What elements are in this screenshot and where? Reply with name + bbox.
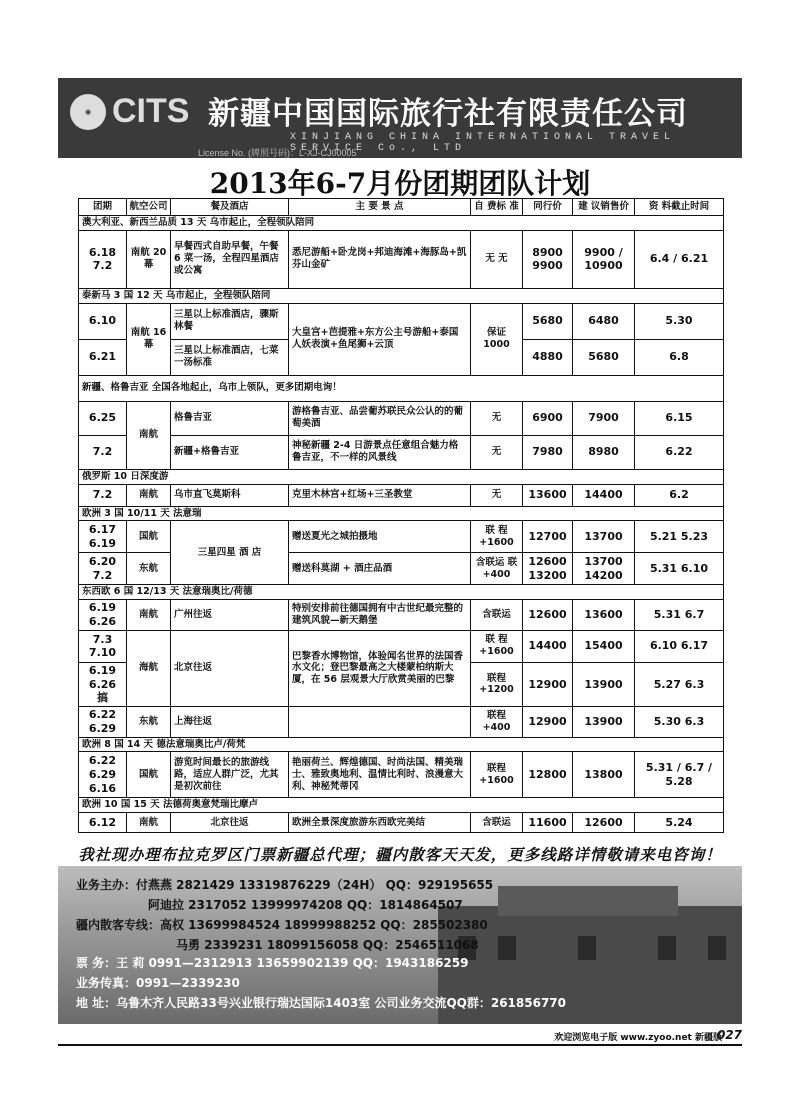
peer-price: 12900 [523,662,573,706]
attractions: 克里木林宫+红场+三圣教堂 [289,484,471,506]
building-window [658,936,676,960]
contact-line: 业务主办：付燕燕 2821429 13319876229（24H） QQ：929195655 [76,878,494,892]
deadline: 6.15 [635,401,724,435]
contact-line: 疆内散客专线：高权 13699984524 18999988252 QQ：285502380 [76,918,488,932]
deadline: 5.30 6.3 [635,707,724,738]
peer-price: 12700 [523,521,573,553]
peer-price: 6900 [523,401,573,435]
deadline: 5.31 6.10 [635,553,724,585]
building-window [498,936,516,960]
attractions: 赠送科莫湖 + 酒庄品酒 [289,553,471,585]
self-pay: 联 程 +1600 [471,521,523,553]
tour-date: 6.10 [79,303,127,339]
license-number: License No. (牌照号码)：L-XJ-CJ00005 [198,148,357,158]
tour-date: 6.22 6.29 6.16 [79,752,127,798]
airline: 南航 20 幕 [127,230,171,288]
airline: 东航 [127,553,171,585]
suggested-price: 8980 [573,435,635,469]
col-header: 自 费标 准 [471,199,523,216]
suggested-price: 5680 [573,339,635,375]
attractions [289,707,471,738]
airline: 南航 16 幕 [127,303,171,375]
attractions: 赠送夏光之城拍摄地 [289,521,471,553]
building-window [578,936,596,960]
self-pay: 联程 +400 [471,707,523,738]
peer-price: 12600 [523,600,573,631]
tour-date: 6.17 6.19 [79,521,127,553]
suggested-price: 7900 [573,401,635,435]
self-pay: 无 [471,435,523,469]
tour-date: 6.18 7.2 [79,230,127,288]
suggested-price: 13900 [573,707,635,738]
meal-hotel: 三星四星 酒 店 [171,521,289,585]
col-header: 餐及酒店 [171,199,289,216]
suggested-price: 13800 [573,752,635,798]
peer-price: 5680 [523,303,573,339]
airline: 海航 [127,630,171,706]
header-banner [58,78,742,158]
deadline: 5.31 6.7 [635,600,724,631]
tour-date: 6.19 6.26 搞 [79,662,127,706]
attractions: 神秘新疆 2-4 日游景点任意组合魅力格鲁吉亚，不一样的风景线 [289,435,471,469]
meal-hotel: 北京往返 [171,630,289,706]
section-title: 欧洲 3 国 10/11 天 法意瑞 [79,506,724,521]
contact-line: 阿迪拉 2317052 13999974208 QQ：1814864507 [148,898,463,912]
peer-price: 11600 [523,813,573,833]
meal-hotel: 三星以上标准酒店，七菜一汤标准 [171,339,289,375]
company-english: XINJIANG CHINA INTERNATIONAL TRAVEL SERVICE Co., LTD [290,132,676,154]
contact-footer [58,866,742,1024]
peer-price: 4880 [523,339,573,375]
suggested-price: 9900 / 10900 [573,230,635,288]
self-pay: 含联运 联+400 [471,553,523,585]
col-header: 同行价 [523,199,573,216]
deadline: 5.27 6.3 [635,662,724,706]
section-title: 欧洲 8 国 14 天 德法意瑞奥比卢/荷梵 [79,737,724,752]
meal-hotel: 新疆+格鲁吉亚 [171,435,289,469]
self-pay: 联程 +1200 [471,662,523,706]
promo-slogan: 我社现办理布拉克罗区门票新疆总代理；疆内散客天天发，更多线路详情敬请来电咨询！ [78,845,722,864]
self-pay: 无 无 [471,230,523,288]
self-pay: 联 程 +1600 [471,630,523,662]
cits-globe-icon: ◉ [70,94,106,130]
col-header: 航空公司 [127,199,171,216]
tour-date: 6.20 7.2 [79,553,127,585]
airline: 国航 [127,752,171,798]
col-header: 主 要 景 点 [289,199,471,216]
airline: 南航 [127,401,171,469]
airline: 南航 [127,484,171,506]
peer-price: 13600 [523,484,573,506]
suggested-price: 13700 14200 [573,553,635,585]
meal-hotel: 三星以上标准酒店，骤斯林餐 [171,303,289,339]
contact-line: 票 务：王 莉 0991—2312913 13659902139 QQ：1943186259 [76,956,469,970]
deadline: 6.10 6.17 [635,630,724,662]
self-pay: 无 [471,401,523,435]
section-title: 东西欧 6 国 12/13 天 法意瑞奥比/荷德 [79,585,724,600]
meal-hotel: 格鲁吉亚 [171,401,289,435]
deadline: 5.24 [635,813,724,833]
airline: 国航 [127,521,171,553]
section-title: 新疆、格鲁吉亚 全国各地起止，乌市上领队，更多团期电询！ [79,375,724,401]
self-pay: 保证 1000 [471,303,523,375]
contact-line: 马勇 2339231 18099156058 QQ：2546511068 [176,938,479,952]
attractions: 艳丽荷兰、辉煌德国、时尚法国、精美瑞士、雅致奥地利、温情比利时、浪漫意大利、神秘梵蒂冈 [289,752,471,798]
self-pay: 无 [471,484,523,506]
logo-text: CITS [112,92,190,130]
page-number: 027 [716,1028,742,1042]
suggested-price: 12600 [573,813,635,833]
deadline: 6.22 [635,435,724,469]
deadline: 6.8 [635,339,724,375]
col-header: 资 料截止时间 [635,199,724,216]
meal-hotel: 乌市直飞莫斯科 [171,484,289,506]
contact-line: 业务传真：0991—2339230 [76,976,240,990]
section-title: 澳大利亚、新西兰品质 13 天 乌市起止，全程领队陪同 [79,215,724,230]
table-header-row [79,199,724,216]
page-title: 2013年6-7月份团期团队计划 [209,167,591,200]
airline: 南航 [127,813,171,833]
attractions: 悉尼游船+卧龙岗+邦迪海滩+海豚岛+凯芬山金矿 [289,230,471,288]
tour-date: 6.19 6.26 [79,600,127,631]
suggested-price: 15400 [573,630,635,662]
tour-date: 7.2 [79,435,127,469]
peer-price: 7980 [523,435,573,469]
deadline: 6.4 / 6.21 [635,230,724,288]
meal-hotel: 上海往返 [171,707,289,738]
peer-price: 12900 [523,707,573,738]
peer-price: 12600 13200 [523,553,573,585]
attractions: 游格鲁吉亚、品尝葡苏联民众公认的的葡萄美酒 [289,401,471,435]
deadline: 5.31 / 6.7 / 5.28 [635,752,724,798]
self-pay: 含联运 [471,600,523,631]
attractions: 欧洲全景深度旅游东西欧完美结 [289,813,471,833]
suggested-price: 13900 [573,662,635,706]
self-pay: 联程 +1600 [471,752,523,798]
col-header: 团期 [79,199,127,216]
deadline: 5.30 [635,303,724,339]
attractions: 特别安排前往德国拥有中古世纪最完整的建筑风貌—新天鹅堡 [289,600,471,631]
attractions: 大皇宫+芭提雅+东方公主号游船+泰国人妖表演+鱼尾狮+云顶 [289,303,471,375]
col-header: 建 议销售价 [573,199,635,216]
peer-price: 14400 [523,630,573,662]
suggested-price: 13600 [573,600,635,631]
self-pay: 含联运 [471,813,523,833]
tour-date: 6.22 6.29 [79,707,127,738]
airline: 东航 [127,707,171,738]
tour-schedule-table [78,198,724,833]
tour-date: 7.2 [79,484,127,506]
meal-hotel: 广州往返 [171,600,289,631]
peer-price: 12800 [523,752,573,798]
airline: 南航 [127,600,171,631]
company-name: 新疆中国国际旅行社有限责任公司 [208,96,688,132]
meal-hotel: 游览时间最长的旅游线路，适应人群广泛，尤其是初次前往 [171,752,289,798]
attractions: 巴黎香水博物馆，体验闻名世界的法国香水文化；登巴黎最高之大楼蒙柏纳斯大厦，在 56 层观景大厅欣赏美丽的巴黎 [289,630,471,706]
building-roof [498,886,678,916]
tour-date: 7.3 7.10 [79,630,127,662]
building-window [708,936,726,960]
section-title: 欧洲 10 国 15 天 法德荷奥意梵瑞比摩卢 [79,798,724,813]
meal-hotel: 北京往返 [171,813,289,833]
contact-line: 地 址：乌鲁木齐人民路33号兴业银行瑞达国际1403室 公司业务交流QQ群：261856770 [76,996,567,1010]
suggested-price: 6480 [573,303,635,339]
deadline: 5.21 5.23 [635,521,724,553]
deadline: 6.2 [635,484,724,506]
website-note: 欢迎浏览电子版 www.zyoo.net 新疆版 [554,1033,722,1043]
section-title: 俄罗斯 10 日深度游 [79,469,724,484]
suggested-price: 13700 [573,521,635,553]
tour-date: 6.25 [79,401,127,435]
section-title: 泰新马 3 国 12 天 乌市起止，全程领队陪同 [79,288,724,303]
tour-date: 6.12 [79,813,127,833]
tour-date: 6.21 [79,339,127,375]
suggested-price: 14400 [573,484,635,506]
meal-hotel: 早餐西式自助早餐，午餐 6 菜一汤，全程四星酒店或公寓 [171,230,289,288]
peer-price: 8900 9900 [523,230,573,288]
